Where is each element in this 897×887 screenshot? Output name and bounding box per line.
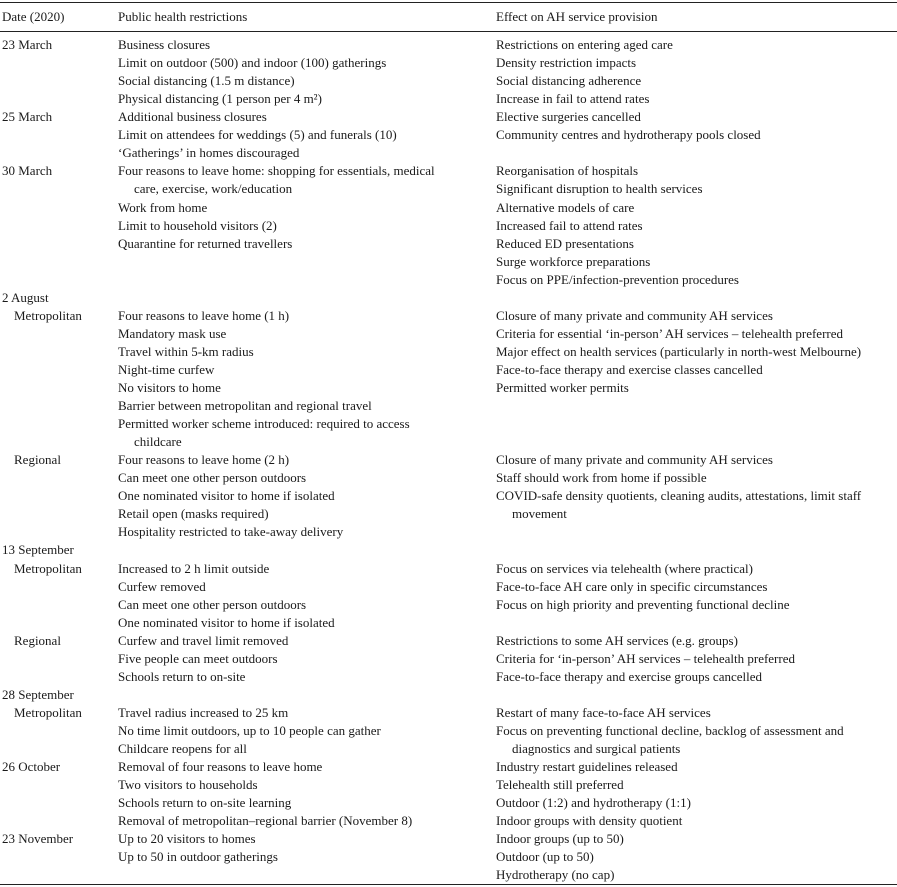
date-cell: 13 September [2, 542, 74, 558]
restriction-cell: care, exercise, work/education [134, 181, 293, 197]
date-cell: 30 March [2, 163, 53, 179]
effect-cell: Social distancing adherence [496, 73, 642, 89]
effect-cell: Indoor groups (up to 50) [496, 831, 624, 847]
effect-cell: Reduced ED presentations [496, 235, 634, 251]
table-row [0, 253, 897, 271]
effect-cell: Increased fail to attend rates [496, 217, 643, 233]
effect-cell: Criteria for essential ‘in-person’ AH services – telehealth preferred [496, 325, 844, 341]
table-row [0, 866, 897, 884]
restriction-cell: Additional business closures [118, 109, 267, 125]
effect-cell: Telehealth still preferred [496, 777, 624, 793]
bottom-rule [0, 884, 897, 885]
restriction-cell: Quarantine for returned travellers [118, 235, 293, 251]
restriction-cell: Limit on outdoor (500) and indoor (100) gatherings [118, 55, 387, 70]
table-row [0, 704, 897, 722]
restriction-cell: Two visitors to households [118, 777, 258, 793]
top-rule [0, 2, 897, 3]
table-row [0, 235, 897, 253]
table-row [0, 162, 897, 180]
effect-cell: Closure of many private and community AH services [496, 307, 773, 323]
table-row [0, 126, 897, 144]
effect-cell: Indoor groups with density quotient [496, 813, 683, 829]
table-row [0, 740, 897, 758]
date-cell: Regional [14, 632, 61, 648]
date-cell: Metropolitan [14, 704, 82, 720]
table-row [0, 650, 897, 668]
effect-cell: Permitted worker permits [496, 379, 629, 395]
effect-cell: Reorganisation of hospitals [496, 163, 639, 179]
date-cell: 26 October [2, 759, 61, 774]
restriction-cell: Childcare reopens for all [118, 741, 247, 756]
effect-cell: Restrictions on entering aged care [496, 37, 673, 52]
table-row [0, 487, 897, 505]
effect-cell: Increase in fail to attend rates [496, 91, 650, 107]
table-row [0, 722, 897, 740]
table-row [0, 144, 897, 162]
effect-cell: Density restriction impacts [496, 55, 637, 70]
date-cell: Metropolitan [14, 560, 82, 576]
table-row [0, 776, 897, 794]
effect-cell: Significant disruption to health services [496, 181, 703, 197]
effect-cell: COVID-safe density quotients, cleaning audits, attestations, limit staff [496, 488, 862, 504]
table-row [0, 325, 897, 343]
header-rule [0, 31, 897, 32]
table-row [0, 433, 897, 451]
table-row [0, 758, 897, 776]
table-row [0, 90, 897, 108]
table-row [0, 812, 897, 830]
table-row [0, 596, 897, 614]
restriction-cell: Retail open (masks required) [118, 506, 269, 522]
table-row [0, 307, 897, 325]
table-row [0, 379, 897, 397]
header-effect: Effect on AH service provision [496, 9, 658, 24]
effect-cell: Outdoor (up to 50) [496, 849, 594, 865]
effect-cell: Focus on preventing functional decline, backlog of assessment and [496, 722, 844, 738]
table-row [0, 108, 897, 126]
effect-cell: Face-to-face AH care only in specific circumstances [496, 578, 768, 594]
table-row [0, 668, 897, 686]
effect-cell: diagnostics and surgical patients [512, 741, 681, 756]
restriction-cell: Travel within 5-km radius [118, 343, 254, 359]
table-row [0, 578, 897, 596]
date-cell: 28 September [2, 686, 74, 702]
table-row [0, 54, 897, 72]
effect-cell: Hydrotherapy (no cap) [496, 867, 615, 883]
restriction-cell: Work from home [118, 199, 208, 215]
restriction-cell: Four reasons to leave home: shopping for essentials, medical [118, 163, 435, 179]
restriction-cell: Curfew removed [118, 578, 206, 594]
restriction-cell: No time limit outdoors, up to 10 people can gather [118, 722, 381, 738]
table-row [0, 469, 897, 487]
table-row [0, 36, 897, 54]
effect-cell: movement [512, 506, 567, 522]
restriction-cell: Curfew and travel limit removed [118, 632, 289, 648]
table-row [0, 541, 897, 559]
effect-cell: Staff should work from home if possible [496, 470, 707, 486]
restriction-cell: Business closures [118, 37, 211, 52]
table-row [0, 289, 897, 307]
restriction-cell: Increased to 2 h limit outside [118, 560, 270, 576]
table-row [0, 505, 897, 523]
table-row [0, 686, 897, 704]
restriction-cell: Physical distancing (1 person per 4 m²) [118, 91, 322, 107]
header-date: Date (2020) [2, 9, 65, 24]
restriction-cell: Four reasons to leave home (2 h) [118, 452, 290, 468]
header-restrictions: Public health restrictions [118, 9, 248, 24]
table-row [0, 180, 897, 198]
restriction-cell: Can meet one other person outdoors [118, 596, 307, 612]
restriction-cell: No visitors to home [118, 379, 221, 395]
table-row [0, 451, 897, 469]
table-row [0, 361, 897, 379]
effect-cell: Face-to-face therapy and exercise groups cancelled [496, 668, 762, 684]
restriction-cell: Up to 50 in outdoor gatherings [118, 849, 278, 865]
effect-cell: Focus on PPE/infection-prevention procedures [496, 271, 739, 287]
table-row [0, 794, 897, 812]
restriction-cell: Night-time curfew [118, 361, 215, 377]
effect-cell: Criteria for ‘in-person’ AH services – telehealth preferred [496, 650, 795, 666]
table-row [0, 632, 897, 650]
restriction-cell: Mandatory mask use [118, 325, 227, 341]
table-row [0, 830, 897, 848]
restriction-cell: Five people can meet outdoors [118, 650, 278, 666]
effect-cell: Focus on services via telehealth (where practical) [496, 560, 753, 576]
table-row [0, 199, 897, 217]
effect-cell: Surge workforce preparations [496, 253, 651, 269]
effect-cell: Major effect on health services (particularly in north-west Melbourne) [496, 343, 862, 359]
effect-cell: Elective surgeries cancelled [496, 109, 641, 125]
restriction-cell: Four reasons to leave home (1 h) [118, 307, 290, 323]
date-cell: Regional [14, 452, 61, 468]
table-row [0, 560, 897, 578]
table-row [0, 614, 897, 632]
date-cell: 23 March [2, 37, 53, 52]
restriction-cell: One nominated visitor to home if isolated [118, 614, 335, 630]
table-row [0, 415, 897, 433]
restriction-cell: Hospitality restricted to take-away delivery [118, 524, 344, 540]
restriction-cell: Can meet one other person outdoors [118, 470, 307, 486]
restriction-cell: Removal of four reasons to leave home [118, 759, 323, 774]
date-cell: 25 March [2, 109, 53, 125]
effect-cell: Closure of many private and community AH services [496, 452, 773, 468]
restriction-cell: Travel radius increased to 25 km [118, 704, 289, 720]
effect-cell: Industry restart guidelines released [496, 759, 678, 774]
table-row [0, 848, 897, 866]
effect-cell: Outdoor (1:2) and hydrotherapy (1:1) [496, 795, 691, 811]
table-row [0, 523, 897, 541]
restriction-cell: ‘Gatherings’ in homes discouraged [118, 145, 300, 161]
table-row [0, 217, 897, 235]
restriction-cell: Permitted worker scheme introduced: required to access [118, 416, 410, 432]
restriction-cell: One nominated visitor to home if isolated [118, 488, 335, 504]
date-cell: 2 August [2, 289, 49, 305]
table-row [0, 397, 897, 415]
effect-cell: Restart of many face-to-face AH services [496, 704, 711, 720]
restriction-cell: childcare [134, 434, 182, 450]
restriction-cell: Removal of metropolitan–regional barrier (November 8) [118, 813, 413, 829]
restriction-cell: Limit to household visitors (2) [118, 217, 277, 233]
restriction-cell: Limit on attendees for weddings (5) and funerals (10) [118, 127, 397, 143]
restriction-cell: Social distancing (1.5 m distance) [118, 73, 295, 89]
effect-cell: Restrictions to some AH services (e.g. groups) [496, 632, 738, 648]
effect-cell: Community centres and hydrotherapy pools closed [496, 127, 761, 143]
restriction-cell: Barrier between metropolitan and regional travel [118, 398, 372, 413]
table-row [0, 271, 897, 289]
table-row [0, 72, 897, 90]
effect-cell: Face-to-face therapy and exercise classes cancelled [496, 361, 763, 377]
date-cell: 23 November [2, 831, 74, 847]
restriction-cell: Schools return to on-site [118, 668, 246, 684]
restriction-cell: Up to 20 visitors to homes [118, 831, 256, 847]
date-cell: Metropolitan [14, 307, 82, 323]
effect-cell: Alternative models of care [496, 199, 635, 215]
header-row [0, 8, 897, 26]
restriction-cell: Schools return to on-site learning [118, 795, 292, 811]
table-row [0, 343, 897, 361]
effect-cell: Focus on high priority and preventing functional decline [496, 596, 790, 612]
